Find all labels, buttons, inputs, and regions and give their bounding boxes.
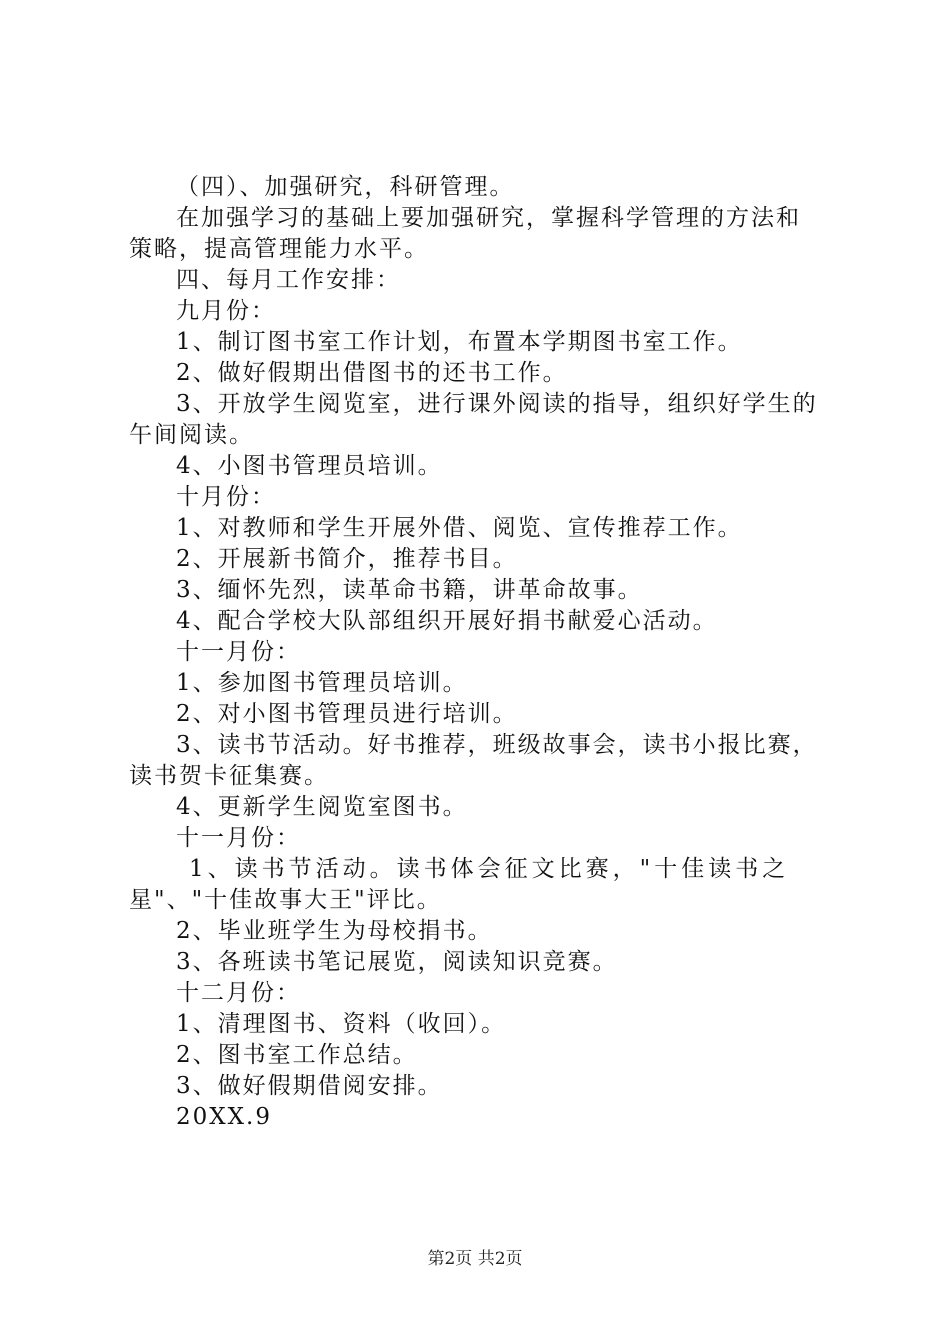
paragraph-line: 在加强学习的基础上要加强研究，掌握科学管理的方法和 (176, 205, 801, 231)
month-heading: 十一月份： (176, 825, 301, 851)
document-date: 20XX.9 (176, 1104, 272, 1130)
list-item: 4、小图书管理员培训。 (176, 453, 443, 479)
list-item: 1、清理图书、资料（收回）。 (176, 1011, 507, 1037)
month-heading: 十二月份： (176, 980, 301, 1006)
list-item: 4、更新学生阅览室图书。 (176, 794, 468, 820)
list-item-continuation: 午间阅读。 (129, 422, 254, 448)
list-item: 1、制订图书室工作计划，布置本学期图书室工作。 (176, 329, 743, 355)
list-item: 3、开放学生阅览室，进行课外阅读的指导，组织好学生的 (176, 391, 818, 417)
section-heading: （四）、加强研究，科研管理。 (176, 174, 515, 200)
list-item: 3、读书节活动。好书推荐，班级故事会，读书小报比赛， (176, 732, 818, 758)
list-item: 1、参加图书管理员培训。 (176, 670, 468, 696)
list-item: 3、各班读书笔记展览，阅读知识竞赛。 (176, 949, 618, 975)
list-item: 2、图书室工作总结。 (176, 1042, 418, 1068)
month-heading: 十一月份： (176, 639, 301, 665)
month-heading: 十月份： (176, 484, 276, 510)
list-item-continuation: 星"、"十佳故事大王"评比。 (129, 887, 442, 913)
list-item: 1、对教师和学生开展外借、阅览、宣传推荐工作。 (176, 515, 743, 541)
list-item: 2、对小图书管理员进行培训。 (176, 701, 518, 727)
list-item-continuation: 读书贺卡征集赛。 (129, 763, 329, 789)
page-number-footer: 第2页 共2页 (427, 1249, 523, 1269)
list-item: 2、毕业班学生为母校捐书。 (176, 918, 493, 944)
list-item: 3、缅怀先烈，读革命书籍，讲革命故事。 (176, 577, 643, 603)
paragraph-line: 策略，提高管理能力水平。 (129, 236, 429, 262)
document-body (129, 172, 829, 1133)
list-item: 3、做好假期借阅安排。 (176, 1073, 443, 1099)
list-item: 4、配合学校大队部组织开展好捐书献爱心活动。 (176, 608, 718, 634)
list-item: 2、做好假期出借图书的还书工作。 (176, 360, 568, 386)
section-heading: 四、每月工作安排： (176, 267, 401, 293)
month-heading: 九月份： (176, 298, 276, 324)
list-item: 1、读书节活动。读书体会征文比赛，"十佳读书之 (189, 856, 790, 882)
list-item: 2、开展新书简介，推荐书目。 (176, 546, 518, 572)
